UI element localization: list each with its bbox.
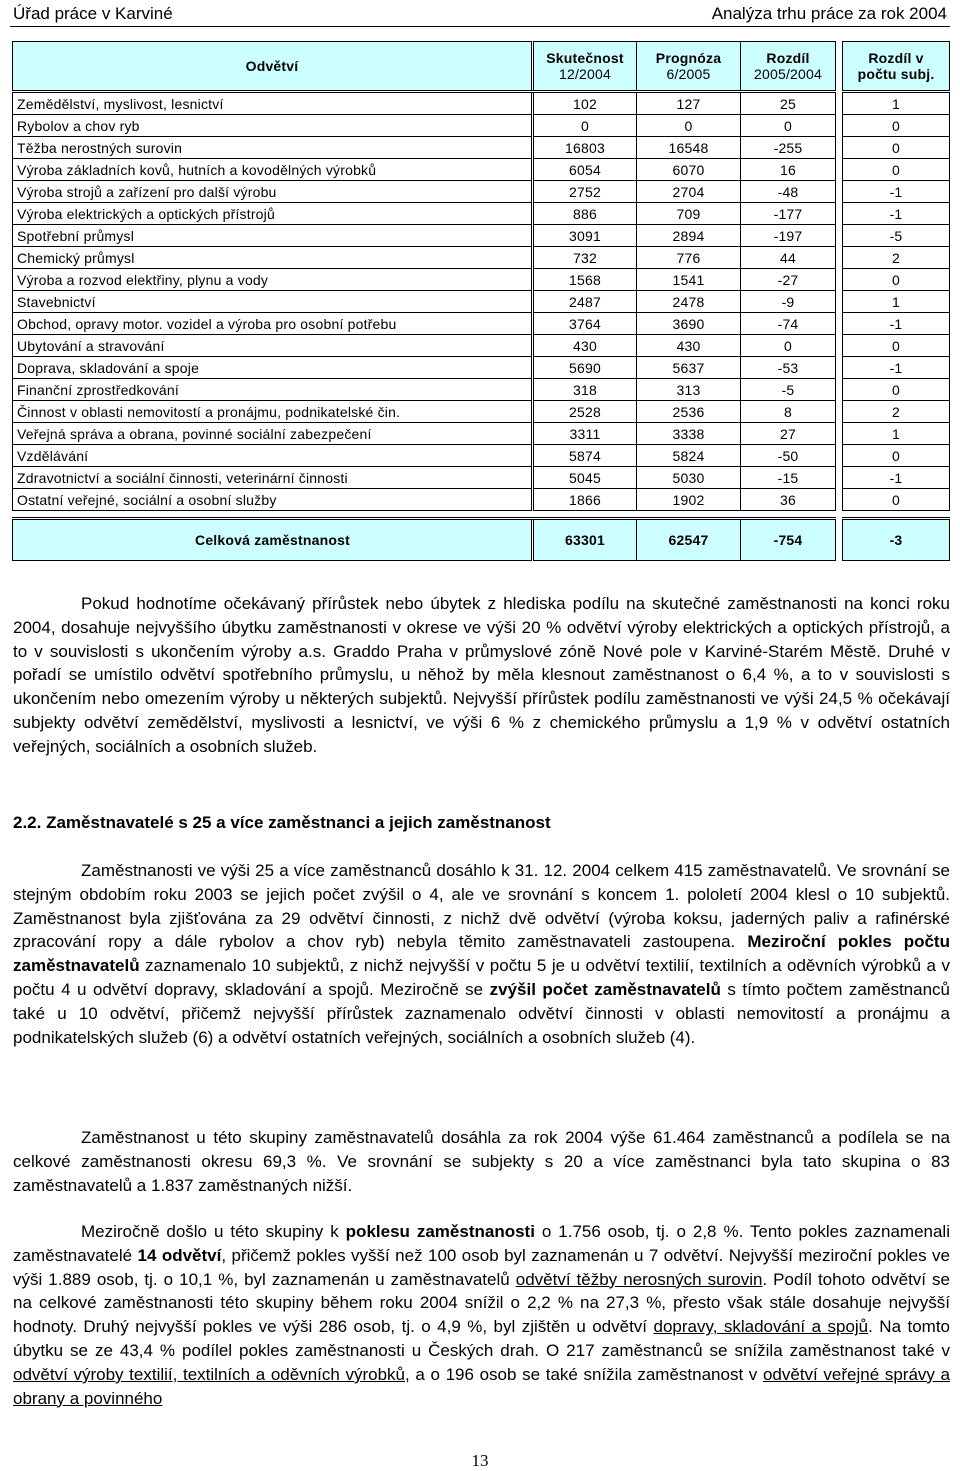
spacer-cell — [836, 401, 843, 423]
paragraph-forecast-summary: Pokud hodnotíme očekávaný přírůstek nebo úbytek z hlediska podílu na skutečné zaměstnanosti na konci roku 2004, dosahuje nejvyššího úbytku zaměstnanosti v okrese ve výši 20 % odvětví výroby elektrických a optických přístrojů, a to v souvislosti s ukončením výroby a.s. Graddo Praha v průmyslové zóně Nové pole v Karviné-Starém Městě. Druhé v pořadí se umístilo odvětví spotřebního průmyslu, u něhož by měla klesnout zaměstnanost o 6,4 %, a to v souvislosti s ukončením nebo omezením výroby u některých subjektů. Nejvyšší přírůstek podílu zaměstnanosti ve výši 24,5 % očekávají subjekty odvětví zemědělství, myslivosti a lesnictví, ve výši 6 % z chemického průmyslu a 1,9 % v odvětví ostatních veřejných, sociálních a osobních služeb. — [13, 594, 950, 756]
spacer-cell — [836, 269, 843, 291]
actual-value: 0 — [533, 115, 637, 137]
forecast-value: 430 — [637, 335, 741, 357]
sector-name: Výroba strojů a zařízení pro další výrobu — [13, 181, 533, 203]
diff-value: -197 — [741, 225, 836, 247]
diff-subjects-value: -5 — [843, 225, 950, 247]
diff-subjects-value: 2 — [843, 401, 950, 423]
table-row — [13, 203, 950, 225]
forecast-value: 3338 — [637, 423, 741, 445]
paragraph-employers: Zaměstnanosti ve výši 25 a více zaměstnanců dosáhlo k 31. 12. 2004 celkem 415 zaměstnavatelů. Ve srovnání se stejným obdobím roku 2003 se jejich počet zvýšil o 4, ale ve srovnání s koncem 1. pololetí 2004 klesl o 10 subjektů. Zaměstnanost byla zjišťována za 29 odvětví činnosti, z nichž dvě odvětví (výroba koksu, jaderných paliv a rafinérské zpracování ropy a dále rybolov a chov ryb) nebyla těmito zaměstnavateli zastoupena. Meziroční pokles počtu zaměstnavatelů zaznamenalo 10 subjektů, z nichž nejvyšší v počtu 5 je u odvětví textilií, textilních a oděvních výrobků a v počtu 4 u odvětví dopravy, skladování a spojů. Meziročně se zvýšil počet zaměstnavatelů s tímto počtem zaměstnanců také u 10 odvětví, přičemž nejvyšší přírůstek zaznamenalo odvětví činnosti v oblasti nemovitostí a pronájmu a podnikatelských služeb (6) a odvětví ostatních veřejných, sociálních a osobních služeb (4). — [13, 861, 950, 1047]
spacer-cell — [836, 379, 843, 401]
actual-value: 102 — [533, 92, 637, 115]
sector-name: Zemědělství, myslivost, lesnictví — [13, 92, 533, 115]
diff-value: -5 — [741, 379, 836, 401]
diff-subjects-value: 0 — [843, 489, 950, 511]
forecast-value: 1541 — [637, 269, 741, 291]
sector-name: Činnost v oblasti nemovitostí a pronájmu, podnikatelské čin. — [13, 401, 533, 423]
forecast-value: 16548 — [637, 137, 741, 159]
diff-subjects-value: 0 — [843, 269, 950, 291]
diff-subjects-value: 2 — [843, 247, 950, 269]
forecast-value: 5824 — [637, 445, 741, 467]
table-row — [13, 92, 950, 115]
forecast-value: 0 — [637, 115, 741, 137]
forecast-value: 2478 — [637, 291, 741, 313]
actual-value: 2752 — [533, 181, 637, 203]
section-heading: 2.2. Zaměstnavatelé s 25 a více zaměstnanci a jejich zaměstnanost — [13, 813, 551, 832]
sector-name: Výroba a rozvod elektřiny, plynu a vody — [13, 269, 533, 291]
sector-name: Zdravotnictví a sociální činnosti, veterinární činnosti — [13, 467, 533, 489]
sector-name: Ostatní veřejné, sociální a osobní služby — [13, 489, 533, 511]
diff-subjects-value: 0 — [843, 335, 950, 357]
spacer-cell — [836, 445, 843, 467]
spacer-cell — [836, 335, 843, 357]
diff-subjects-value: 1 — [843, 423, 950, 445]
sector-name: Výroba elektrických a optických přístrojů — [13, 203, 533, 225]
spacer-cell — [836, 357, 843, 379]
col-header-sector: Odvětví — [13, 42, 533, 92]
diff-value: 16 — [741, 159, 836, 181]
diff-subjects-value: 1 — [843, 92, 950, 115]
diff-subjects-value: -1 — [843, 313, 950, 335]
col-header-diff: Rozdíl 2005/2004 — [741, 42, 836, 92]
forecast-value: 776 — [637, 247, 741, 269]
total-forecast: 62547 — [637, 519, 741, 561]
spacer-cell — [836, 92, 843, 115]
diff-subjects-value: 0 — [843, 379, 950, 401]
sector-name: Obchod, opravy motor. vozidel a výroba pro osobní potřebu — [13, 313, 533, 335]
diff-subjects-value: 1 — [843, 291, 950, 313]
table-row — [13, 225, 950, 247]
forecast-value: 6070 — [637, 159, 741, 181]
actual-value: 318 — [533, 379, 637, 401]
sector-name: Finanční zprostředkování — [13, 379, 533, 401]
diff-value: -15 — [741, 467, 836, 489]
table-row — [13, 137, 950, 159]
spacer-cell — [836, 247, 843, 269]
forecast-value: 2704 — [637, 181, 741, 203]
spacer-cell — [836, 225, 843, 247]
actual-value: 3091 — [533, 225, 637, 247]
forecast-value: 2894 — [637, 225, 741, 247]
sector-name: Doprava, skladování a spoje — [13, 357, 533, 379]
sector-name: Výroba základních kovů, hutních a kovodělných výrobků — [13, 159, 533, 181]
actual-value: 3764 — [533, 313, 637, 335]
diff-subjects-value: 0 — [843, 115, 950, 137]
table-row — [13, 357, 950, 379]
col-header-actual: Skutečnost 12/2004 — [533, 42, 637, 92]
page-number: 13 — [471, 1451, 489, 1470]
sector-name: Chemický průmysl — [13, 247, 533, 269]
spacer-cell — [836, 115, 843, 137]
actual-value: 1568 — [533, 269, 637, 291]
table-row — [13, 401, 950, 423]
total-row — [13, 519, 950, 561]
forecast-value: 1902 — [637, 489, 741, 511]
diff-value: -27 — [741, 269, 836, 291]
diff-subjects-value: 0 — [843, 137, 950, 159]
diff-value: 25 — [741, 92, 836, 115]
total-actual: 63301 — [533, 519, 637, 561]
diff-subjects-value: -1 — [843, 203, 950, 225]
diff-value: 0 — [741, 335, 836, 357]
table-row — [13, 291, 950, 313]
total-label: Celková zaměstnanost — [13, 519, 533, 561]
actual-value: 2528 — [533, 401, 637, 423]
spacer-cell — [836, 159, 843, 181]
header-office: Úřad práce v Karviné — [13, 4, 173, 23]
sector-name: Rybolov a chov ryb — [13, 115, 533, 137]
table-row — [13, 445, 950, 467]
spacer-cell — [836, 467, 843, 489]
spacer-cell — [836, 519, 843, 561]
diff-subjects-value: -1 — [843, 357, 950, 379]
sector-name: Těžba nerostných surovin — [13, 137, 533, 159]
diff-value: -50 — [741, 445, 836, 467]
actual-value: 16803 — [533, 137, 637, 159]
forecast-value: 5637 — [637, 357, 741, 379]
diff-value: 27 — [741, 423, 836, 445]
forecast-value: 313 — [637, 379, 741, 401]
table-row — [13, 159, 950, 181]
diff-value: -53 — [741, 357, 836, 379]
spacer-cell — [836, 137, 843, 159]
sector-name: Vzdělávání — [13, 445, 533, 467]
diff-value: -177 — [741, 203, 836, 225]
table-row — [13, 247, 950, 269]
spacer-cell — [836, 181, 843, 203]
table-row — [13, 181, 950, 203]
diff-subjects-value: 0 — [843, 445, 950, 467]
actual-value: 2487 — [533, 291, 637, 313]
paragraph-employment-decline: Meziročně došlo u této skupiny k poklesu zaměstnanosti o 1.756 osob, tj. o 2,8 %. Tento pokles zaznamenali zaměstnavatelé 14 odvětví, přičemž pokles vyšší než 100 osob byl zaznamenán u 7 odvětví. Nejvyšší meziroční pokles ve výši 1.889 osob, tj. o 10,1 %, byl zaznamenán u zaměstnavatelů odvětví těžby nerosných surovin. Podíl tohoto odvětví se na celkové zaměstnanosti této skupiny během roku 2004 snížil o 2,2 % na 27,3 %, přesto však stále dosahuje nejvyšší hodnoty. Druhý nejvyšší pokles ve výši 286 osob, tj. o 4,9 %, byl zjištěn u odvětví dopravy, skladování a spojů. Na tomto úbytku se ze 43,4 % podílel pokles zaměstnanosti u Českých drah. O 217 zaměstnanců se snížila zaměstnanost také v odvětví výroby textilií, textilních a oděvních výrobků, a o 196 osob se také snížila zaměstnanost v odvětví veřejné správy a obrany a povinného — [13, 1222, 951, 1408]
forecast-value: 709 — [637, 203, 741, 225]
diff-subjects-value: -1 — [843, 181, 950, 203]
sector-name: Stavebnictví — [13, 291, 533, 313]
spacer-cell — [836, 313, 843, 335]
diff-value: 0 — [741, 115, 836, 137]
forecast-value: 3690 — [637, 313, 741, 335]
paragraph-employment-share: Zaměstnanost u této skupiny zaměstnavatelů dosáhla za rok 2004 výše 61.464 zaměstnanců a podílela se na celkové zaměstnanosti okresu 69,3 %. Ve srovnání se subjekty s 20 a více zaměstnanci byla tato skupina o 83 zaměstnavatelů a 1.837 zaměstnaných nižší. — [13, 1128, 950, 1195]
diff-value: -48 — [741, 181, 836, 203]
table-row — [13, 269, 950, 291]
diff-value: -255 — [741, 137, 836, 159]
table-row — [13, 467, 950, 489]
header-report-title: Analýza trhu práce za rok 2004 — [711, 4, 947, 23]
actual-value: 732 — [533, 247, 637, 269]
col-header-forecast: Prognóza 6/2005 — [637, 42, 741, 92]
forecast-value: 2536 — [637, 401, 741, 423]
spacer-cell — [836, 423, 843, 445]
table-row — [13, 313, 950, 335]
diff-value: 36 — [741, 489, 836, 511]
table-row — [13, 423, 950, 445]
actual-value: 3311 — [533, 423, 637, 445]
spacer-cell — [836, 291, 843, 313]
actual-value: 430 — [533, 335, 637, 357]
sector-name: Veřejná správa a obrana, povinné sociální zabezpečení — [13, 423, 533, 445]
table-row — [13, 335, 950, 357]
actual-value: 5045 — [533, 467, 637, 489]
col-spacer — [836, 42, 843, 92]
col-header-diff-subjects: Rozdíl v počtu subj. — [843, 42, 950, 92]
forecast-value: 5030 — [637, 467, 741, 489]
actual-value: 5690 — [533, 357, 637, 379]
spacer-cell — [836, 489, 843, 511]
table-row — [13, 115, 950, 137]
page-header — [10, 0, 950, 27]
actual-value: 886 — [533, 203, 637, 225]
actual-value: 5874 — [533, 445, 637, 467]
forecast-value: 127 — [637, 92, 741, 115]
diff-value: -74 — [741, 313, 836, 335]
diff-value: -9 — [741, 291, 836, 313]
diff-value: 44 — [741, 247, 836, 269]
sector-name: Ubytování a stravování — [13, 335, 533, 357]
diff-subjects-value: 0 — [843, 159, 950, 181]
spacer-cell — [836, 203, 843, 225]
diff-subjects-value: -1 — [843, 467, 950, 489]
sector-name: Spotřební průmysl — [13, 225, 533, 247]
total-diff-subjects: -3 — [843, 519, 950, 561]
diff-value: 8 — [741, 401, 836, 423]
table-gap — [13, 511, 950, 519]
table-row — [13, 379, 950, 401]
total-diff: -754 — [741, 519, 836, 561]
table-row — [13, 489, 950, 511]
actual-value: 6054 — [533, 159, 637, 181]
actual-value: 1866 — [533, 489, 637, 511]
employment-table — [12, 41, 950, 561]
